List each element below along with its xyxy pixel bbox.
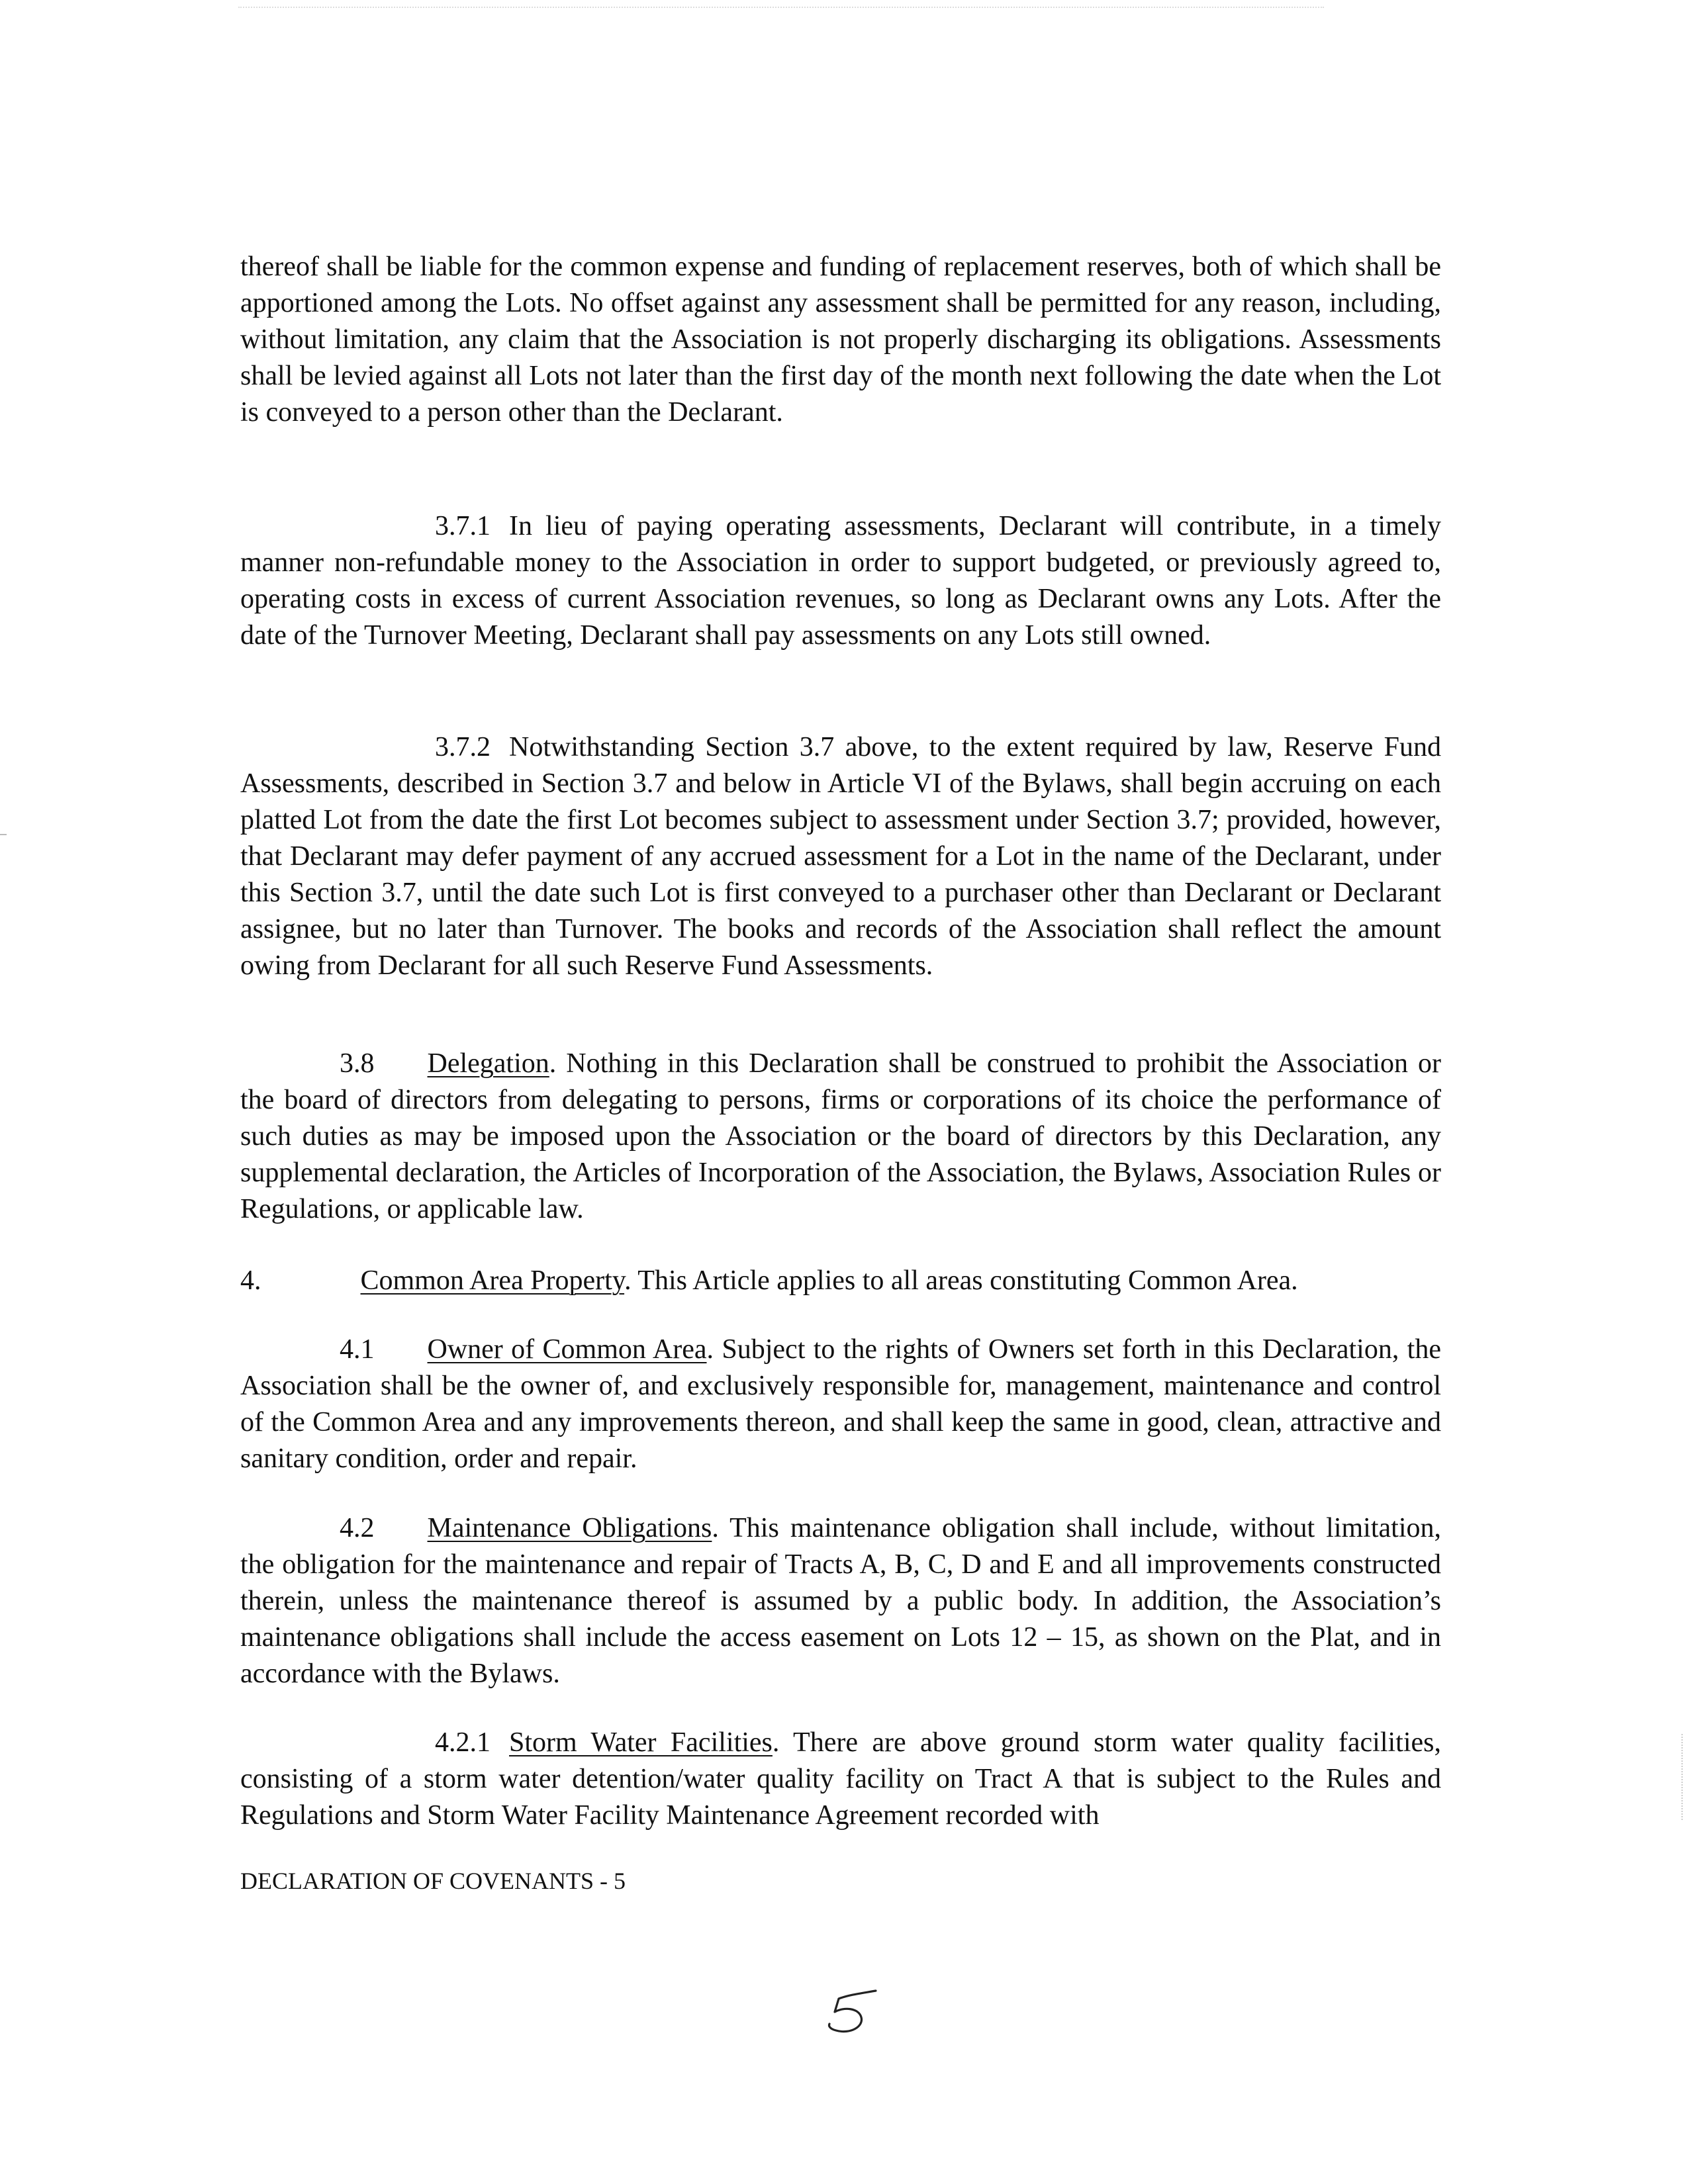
footer-label: DECLARATION OF COVENANTS - 5 bbox=[240, 1868, 626, 1894]
section-number: 4.2.1 bbox=[435, 1727, 491, 1758]
section-number: 4.1 bbox=[340, 1334, 375, 1365]
section-3-7-1 bbox=[240, 508, 1441, 654]
section-number: 3.8 bbox=[340, 1048, 375, 1079]
section-heading: Storm Water Facilities bbox=[509, 1727, 773, 1758]
page-footer bbox=[240, 1866, 626, 1895]
scan-artifact bbox=[0, 834, 7, 835]
section-4-2 bbox=[240, 1510, 1441, 1692]
section-text: . Subject to the rights of Owners set forth in this Declaration, the Association shall be the owner of, and exclusively responsible for, management, maintenance and control of the Common Area and any improvements thereon, and shall keep the same in good, clean, attractive and sanitary condition, order and repair. bbox=[240, 1334, 1441, 1474]
section-text: . Nothing in this Declaration shall be construed to prohibit the Association or the board of directors from delegating to persons, firms or corporations of its choice the performance of such duties as may be imposed upon the Association or the board of directors by this Declaration, any supplemental declaration, the Articles of Incorporation of the Association, the Bylaws, Association Rules or Regulations, or applicable law. bbox=[240, 1048, 1441, 1224]
scan-artifact bbox=[1681, 1734, 1684, 1820]
section-text: . This Article applies to all areas constituting Common Area. bbox=[624, 1265, 1298, 1296]
section-3-7-2 bbox=[240, 729, 1441, 984]
section-4-1 bbox=[240, 1332, 1441, 1477]
section-text: In lieu of paying operating assessments, Declarant will contribute, in a timely manner non-refundable money to the Association in order to support budgeted, or previously agreed to, operating costs in excess of current Association revenues, so long as Declarant owns any Lots. After the date of the Turnover Meeting, Declarant shall pay assessments on any Lots still owned. bbox=[240, 511, 1441, 651]
section-3-8 bbox=[240, 1046, 1441, 1228]
section-4 bbox=[240, 1263, 1441, 1299]
handwritten-page-number bbox=[824, 1985, 884, 2038]
section-number: 3.7.2 bbox=[435, 732, 491, 762]
scan-artifact bbox=[238, 7, 1324, 12]
section-number: 4.2 bbox=[340, 1513, 375, 1543]
paragraph-continuation bbox=[240, 249, 1441, 431]
paragraph-text: thereof shall be liable for the common expense and funding of replacement reserves, both of which shall be apportioned among the Lots. No offset against any assessment shall be permitted for any reason, including, without limitation, any claim that the Association is not properly discharging its obligations. Assessments shall be levied against all Lots not later than the first day of the month next following the date when the Lot is conveyed to a person other than the Declarant. bbox=[240, 251, 1441, 428]
section-text: Notwithstanding Section 3.7 above, to the extent required by law, Reserve Fund Assessments, described in Section 3.7 and below in Article VI of the Bylaws, shall begin accruing on each platted Lot from the date the first Lot becomes subject to assessment under Section 3.7; provided, however, that Declarant may defer payment of any accrued assessment for a Lot in the name of the Declarant, under this Section 3.7, until the date such Lot is first conveyed to a purchaser other than Declarant or Declarant assignee, but no later than Turnover. The books and records of the Association shall reflect the amount owing from Declarant for all such Reserve Fund Assessments. bbox=[240, 732, 1441, 981]
section-heading: Owner of Common Area bbox=[427, 1334, 707, 1365]
section-text: . This maintenance obligation shall include, without limitation, the obligation for the maintenance and repair of Tracts A, B, C, D and E and all improvements constructed therein, unless the maintenance thereof is assumed by a public body. In addition, the Association’s maintenance obligations shall include the access easement on Lots 12 – 15, as shown on the Plat, and in accordance with the Bylaws. bbox=[240, 1513, 1441, 1689]
section-heading: Common Area Property bbox=[360, 1265, 625, 1296]
section-heading: Maintenance Obligations bbox=[427, 1513, 712, 1543]
section-number: 3.7.1 bbox=[435, 511, 491, 541]
section-4-2-1 bbox=[240, 1725, 1441, 1834]
section-text: . There are above ground storm water quality facilities, consisting of a storm water detention/water quality facility on Tract A that is subject to the Rules and Regulations and Storm Water Facility Maintenance Agreement recorded with bbox=[240, 1727, 1441, 1831]
section-heading: Delegation bbox=[427, 1048, 549, 1079]
section-number: 4. bbox=[240, 1265, 261, 1296]
